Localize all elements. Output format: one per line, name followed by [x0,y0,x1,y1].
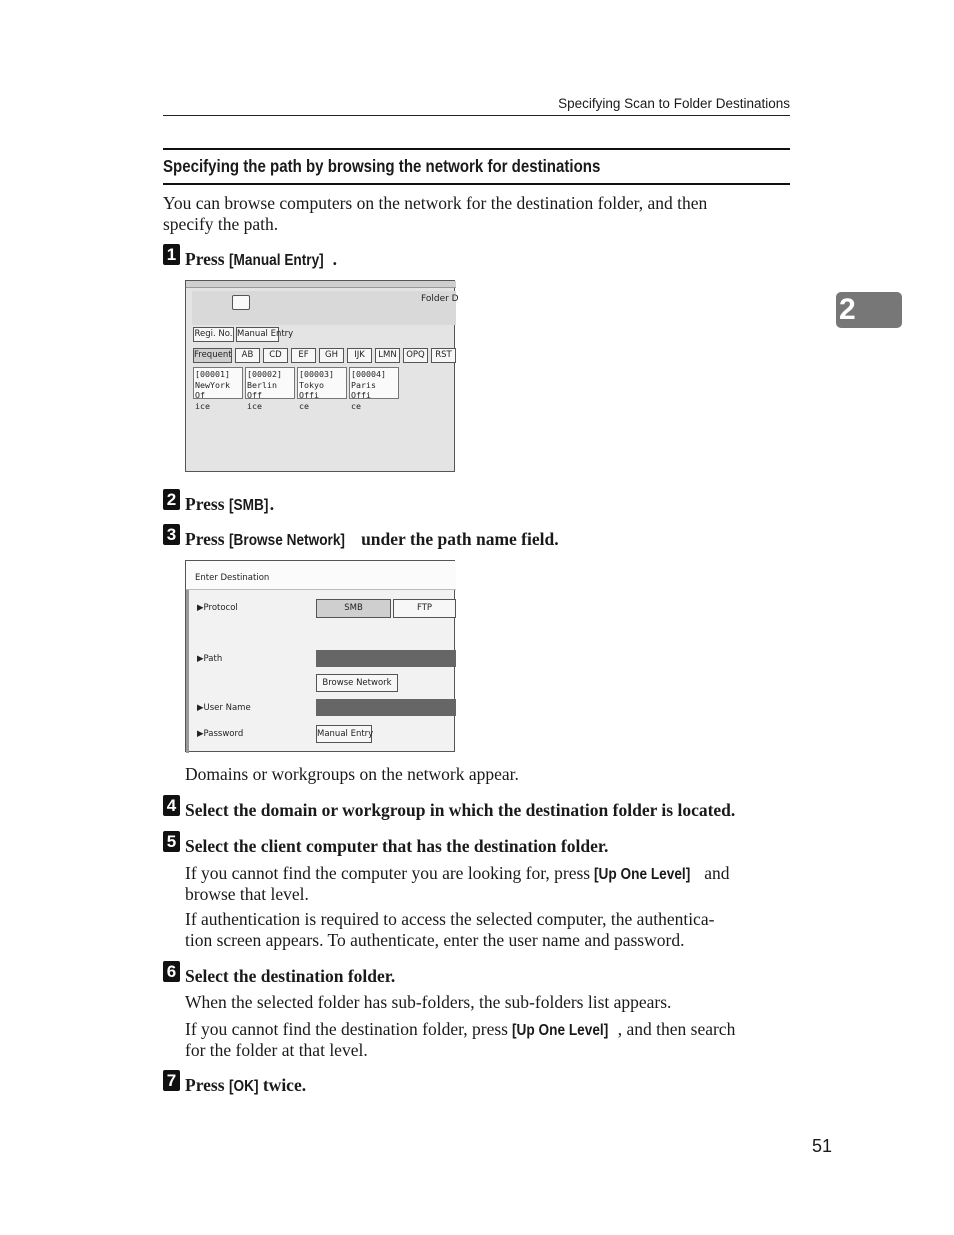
step-1-number: 1 [163,244,180,265]
step-6-note-1: When the selected folder has sub-folders, the sub-folders list appears. [185,992,672,1012]
tab-ef[interactable]: EF [291,348,316,363]
step-3-text: Press [Browse Network] under the path name field. [185,529,559,549]
step-7-text: Press [OK] twice. [185,1075,307,1095]
ok-key-ref: [OK] [228,1078,259,1095]
destination-entry[interactable] [349,367,399,411]
page-number: 51 [812,1136,833,1156]
smb-button[interactable]: SMB [316,599,391,618]
section-heading: Specifying the path by browsing the network for destinations [163,156,601,176]
entry-code: [00004] [351,369,386,379]
tab-lmn[interactable]: LMN [375,348,400,363]
screen1-tab-strip [186,281,456,288]
manual-entry-key-ref: [Manual Entry] [228,252,324,269]
step-5-note-1-line-1: If you cannot find the computer you are looking for, press [Up One Level] and [185,863,730,883]
step-4-text: Select the domain or workgroup in which the destination folder is located. [185,800,736,820]
up-one-level-key-ref: [Up One Level] [512,1022,609,1039]
step-5-number: 5 [163,831,180,852]
intro-line-1: You can browse computers on the network for the destination folder, and then [163,193,708,213]
tab-cd[interactable]: CD [263,348,288,363]
password-manual-entry-button[interactable]: Manual Entry [316,725,372,743]
enter-destination-screenshot [185,560,455,752]
heading-top-rule [163,148,790,150]
step-5-note-2-line-1: If authentication is required to access the selected computer, the authentica- [185,909,715,929]
tab-ab[interactable]: AB [235,348,260,363]
step-4-number: 4 [163,795,180,816]
step-6-text: Select the destination folder. [185,966,396,986]
step-3-note: Domains or workgroups on the network appear. [185,764,519,784]
entry-name-cont: ice [247,400,262,411]
tab-frequent[interactable]: Frequent [193,348,232,363]
folder-icon [232,295,250,310]
screen2-title: Enter Destination [195,573,270,583]
entry-code: [00002] [247,369,282,379]
path-label: ▶Path [197,654,223,664]
browse-network-key-ref: [Browse Network] [228,532,345,549]
step-2-number: 2 [163,489,180,510]
entry-name-cont: ce [299,400,309,411]
destination-entry[interactable] [245,367,295,411]
step-6-number: 6 [163,961,180,982]
browse-network-button[interactable]: Browse Network [316,674,398,692]
password-label: ▶Password [197,729,244,739]
path-field[interactable] [316,650,456,667]
tab-rst[interactable]: RST [431,348,456,363]
smb-key-ref: [SMB] [228,497,269,514]
step-2-text: Press [SMB]. [185,494,275,514]
intro-line-2: specify the path. [163,214,279,234]
header-rule [163,115,790,116]
screen2-left-edge [186,590,189,753]
tab-ijk[interactable]: IJK [347,348,372,363]
regi-no-button[interactable]: Regi. No. [193,327,234,342]
step-7-number: 7 [163,1070,180,1091]
entry-code: [00003] [299,369,334,379]
step-6-note-2-line-2: for the folder at that level. [185,1040,368,1060]
entry-code: [00001] [195,369,230,379]
step-3-number: 3 [163,524,180,545]
folder-label: Folder D [421,294,459,304]
chapter-tab: 2 [836,292,902,328]
manual-entry-screenshot [185,280,459,472]
destination-entry[interactable] [193,367,243,411]
running-head: Specifying Scan to Folder Destinations [558,96,790,111]
step-5-text: Select the client computer that has the destination folder. [185,836,609,856]
entry-name-cont: ce [351,400,361,411]
entry-name: Berlin Off [247,379,277,400]
destination-entry[interactable] [297,367,347,411]
protocol-label: ▶Protocol [197,603,238,613]
entry-name: Tokyo Offi [299,379,324,400]
user-name-label: ▶User Name [197,703,251,713]
heading-bottom-rule [163,183,790,185]
entry-name: NewYork Of [195,379,230,400]
tab-opq[interactable]: OPQ [403,348,428,363]
ftp-button[interactable]: FTP [393,599,456,618]
up-one-level-key-ref: [Up One Level] [594,866,691,883]
entry-name: Paris Offi [351,379,376,400]
step-6-note-2-line-1: If you cannot find the destination folder, press [Up One Level] , and then search [185,1019,736,1039]
step-5-note-2-line-2: tion screen appears. To authenticate, enter the user name and password. [185,930,685,950]
user-name-field[interactable] [316,699,456,716]
tab-gh[interactable]: GH [319,348,344,363]
manual-entry-button[interactable]: Manual Entry [236,327,279,342]
entry-name-cont: ice [195,400,210,411]
step-5-note-1-line-2: browse that level. [185,884,309,904]
step-1-text: Press [Manual Entry] . [185,249,337,269]
